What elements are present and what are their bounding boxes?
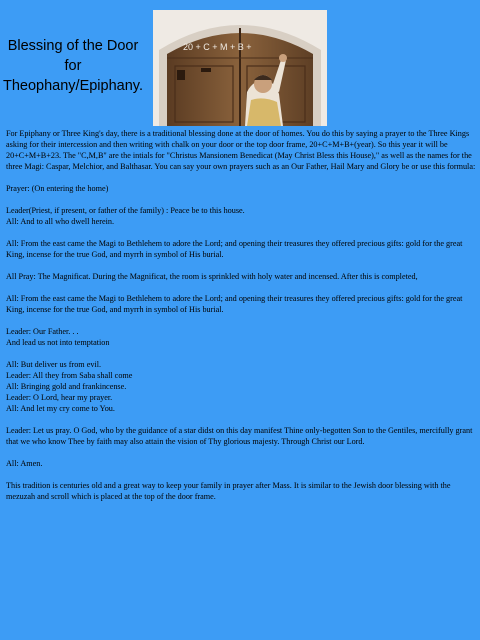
versicle-line: All: Bringing gold and frankincense.: [6, 382, 127, 391]
door-inscription: 20 + C + M + B +: [183, 42, 252, 52]
closing-paragraph: This tradition is centuries old and a great way to keep your family in prayer after Mass. It is similar to the Jewish door blessing with the mezuzah and scroll which is placed at the top of the door frame.: [6, 481, 451, 501]
intro-paragraph: For Epiphany or Three King's day, there is a traditional blessing done at the door of homes. You do this by saying a prayer to the Three Kings asking for their intercession and then writing with chalk on your door or the top door frame, 20+C+M+B+(year). So this year it will be 20+C+M+B+23. The "C,M,B" are the intials for "Christus Mansionem Benedicat (May Christ Bless this House)," as well as the names for the three Magi: Caspar, Melchior, and Balthasar. You can say your own prayers such as an Our Father, Hail Mary and Glory be or use this formula:: [6, 129, 476, 171]
lead-us-line: And lead us not into temptation: [6, 338, 110, 347]
closing-prayer: Leader: Let us pray. O God, who by the guidance of a star didst on this day manifest Thine only-begotten Son to the Gentiles, mercifully grant that we who know Thee by faith may also attain the vision of Thy glorious majesty. Through Christ our Lord.: [6, 426, 473, 446]
our-father-block: [6, 326, 476, 348]
prayer-heading: Prayer: (On entering the home): [6, 184, 109, 193]
magi-antiphon-1: All: From the east came the Magi to Bethlehem to adore the Lord; and opening their treasures they offered precious gifts: gold for the great King, incense for the true God, and myrrh in symbol of His burial.: [6, 239, 463, 259]
title-line-3: Theophany/Epiphany.: [2, 78, 143, 94]
versicles-block: [6, 359, 476, 414]
versicle-line: Leader: O Lord, hear my prayer.: [6, 393, 113, 402]
door-blessing-photo: [153, 10, 327, 126]
versicle-line: All: But deliver us from evil.: [6, 360, 102, 369]
leader-line: Leader(Priest, if present, or father of the family) : Peace be to this house.: [6, 206, 245, 215]
title-line-1: Blessing of the Door: [7, 38, 139, 54]
versicle-line: All: And let my cry come to You.: [6, 404, 115, 413]
opening-exchange: [6, 205, 476, 227]
magnificat-instruction: All Pray: The Magnificat. During the Magnificat, the room is sprinkled with holy water and incensed. After this is completed,: [6, 272, 418, 281]
magi-antiphon-2: All: From the east came the Magi to Bethlehem to adore the Lord; and opening their treasures they offered precious gifts: gold for the great King, incense for the true God, and myrrh in symbol of His burial.: [6, 294, 463, 314]
all-line: All: And to all who dwell herein.: [6, 217, 115, 226]
amen-line: All: Amen.: [6, 459, 43, 468]
page-title: [0, 36, 146, 96]
versicle-line: Leader: All they from Saba shall come: [6, 371, 133, 380]
article-body: [6, 128, 476, 513]
leader-our-father: Leader: Our Father. . .: [6, 327, 79, 336]
title-line-2: for: [64, 58, 82, 74]
